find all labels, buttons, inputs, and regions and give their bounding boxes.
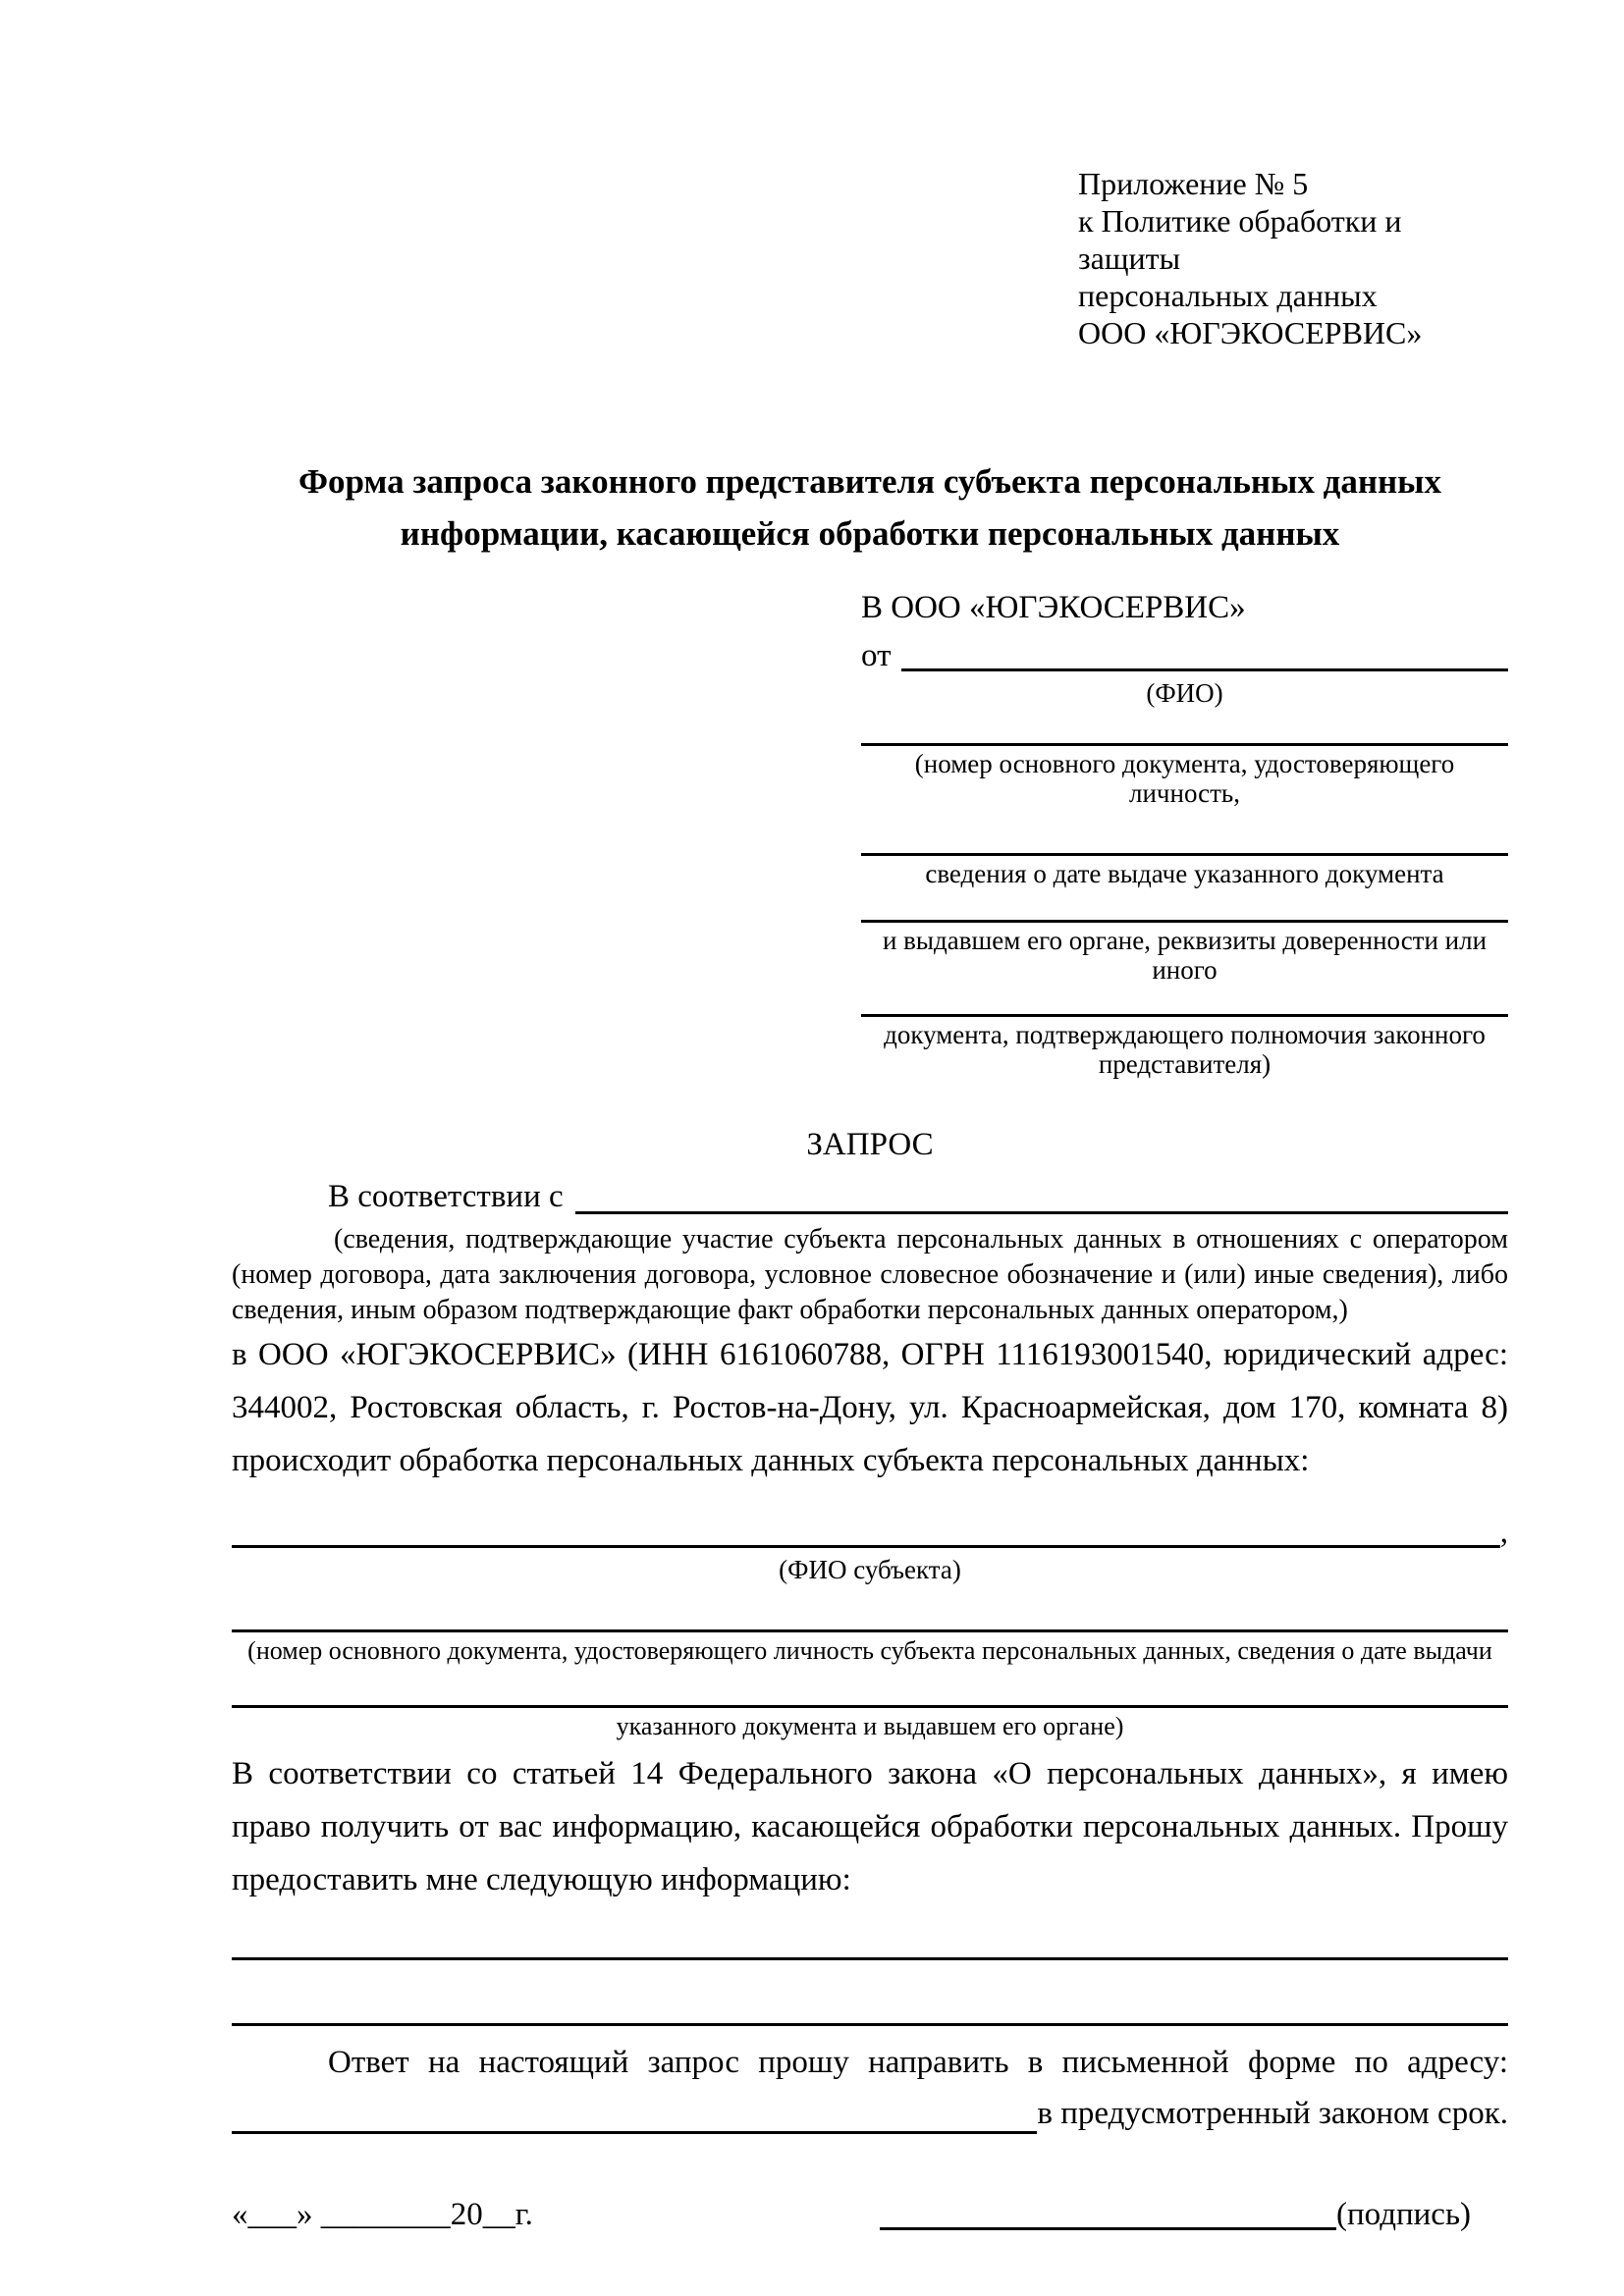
signature-caption: (подпись) xyxy=(1336,2197,1471,2232)
basis-note: (сведения, подтверждающие участие субъекта персональных данных в отношениях с оператором (номер договора, дата заключения договора, условное словесное обозначение и (или) иные сведения), либо сведения, иным образом подтверждающие факт обработки персональных данных оператором,) xyxy=(232,1224,1508,1325)
annex-header-line: персональных данных xyxy=(1078,278,1378,313)
doc-blank-line[interactable] xyxy=(861,888,1508,923)
addressee-from-row xyxy=(861,636,1508,675)
legal-rep-doc-field xyxy=(861,808,1508,888)
doc-caption: и выдавшем его органе, реквизиты доверенности или иного xyxy=(882,926,1488,985)
annex-header-line: ООО «ЮГЭКОСЕРВИС» xyxy=(1078,315,1423,350)
doc-caption: документа, подтверждающего полномочия законного представителя) xyxy=(884,1020,1486,1079)
subject-doc-blank-line[interactable] xyxy=(232,1666,1508,1708)
annex-header-line: Приложение № 5 xyxy=(1078,166,1309,201)
signature-blank-line[interactable] xyxy=(880,2227,1336,2230)
annex-header-line: к Политике обработки и защиты xyxy=(1078,203,1402,276)
reply-tail: в предусмотренный законом срок. xyxy=(1037,2096,1508,2131)
fio-blank-line[interactable] xyxy=(901,668,1509,671)
subject-fio-blank-line[interactable] xyxy=(232,1545,1500,1548)
reply-address-row xyxy=(232,2089,1508,2138)
legal-rep-doc-field xyxy=(861,985,1508,1079)
reply-address-blank-line[interactable] xyxy=(232,2131,1037,2134)
addressee-block xyxy=(861,585,1508,1079)
law-paragraph: В соответствии со статьей 14 Федерального закона «О персональных данных», я имею право получить от вас информацию, касающейся обработки персональных данных. Прошу предоставить мне следующую информацию: xyxy=(232,1756,1508,1897)
fio-caption: (ФИО) xyxy=(1146,678,1223,708)
document-title: Форма запроса законного представителя субъекта персональных данных информации, касающейся обработки персональных данных xyxy=(298,462,1441,553)
annex-header xyxy=(1078,165,1508,351)
subject-fio-caption: (ФИО субъекта) xyxy=(779,1555,961,1584)
addressee-to: В ООО «ЮГЭКОСЕРВИС» xyxy=(861,590,1246,625)
info-blank-line[interactable] xyxy=(232,2023,1508,2026)
subject-doc-blank-line[interactable] xyxy=(232,1584,1508,1632)
date-signature-row xyxy=(232,2193,1508,2236)
subject-doc-field xyxy=(232,1584,1508,1666)
legal-rep-doc-field xyxy=(861,888,1508,985)
doc-caption: (номер основного документа, удостоверяющего личность, xyxy=(914,749,1455,808)
subject-fio-row xyxy=(232,1513,1508,1552)
reply-paragraph: Ответ на настоящий запрос прошу направить в письменной форме по адресу: xyxy=(328,2045,1508,2080)
subject-doc-caption: (номер основного документа, удостоверяющего личность субъекта персональных данных, сведения о дате выдачи xyxy=(247,1636,1492,1665)
operator-paragraph: в ООО «ЮГЭКОСЕРВИС» (ИНН 6161060788, ОГРН 1116193001540, юридический адрес: 344002, Ростовская область, г. Ростов-на-Дону, ул. Красноармейская, дом 170, комната 8) происходит обработка персональных данных субъекта персональных данных: xyxy=(232,1337,1508,1478)
info-blank-line[interactable] xyxy=(232,1957,1508,1960)
subject-doc-caption: указанного документа и выдавшем его органе) xyxy=(616,1712,1124,1740)
trailing-comma: , xyxy=(1499,1515,1508,1550)
basis-row xyxy=(232,1175,1508,1218)
signature-group xyxy=(880,2193,1471,2236)
basis-blank-line[interactable] xyxy=(575,1211,1508,1214)
subject-doc-field xyxy=(232,1666,1508,1741)
date-line: «___» ________20__г. xyxy=(232,2197,533,2232)
doc-blank-line[interactable] xyxy=(861,808,1508,856)
from-label: от xyxy=(861,638,892,673)
request-heading: ЗАПРОС xyxy=(806,1127,934,1162)
legal-rep-doc-field xyxy=(861,708,1508,808)
basis-label: В соответствии с xyxy=(328,1179,564,1214)
doc-blank-line[interactable] xyxy=(861,708,1508,746)
doc-caption: сведения о дате выдаче указанного документа xyxy=(925,859,1444,888)
doc-blank-line[interactable] xyxy=(861,985,1508,1017)
